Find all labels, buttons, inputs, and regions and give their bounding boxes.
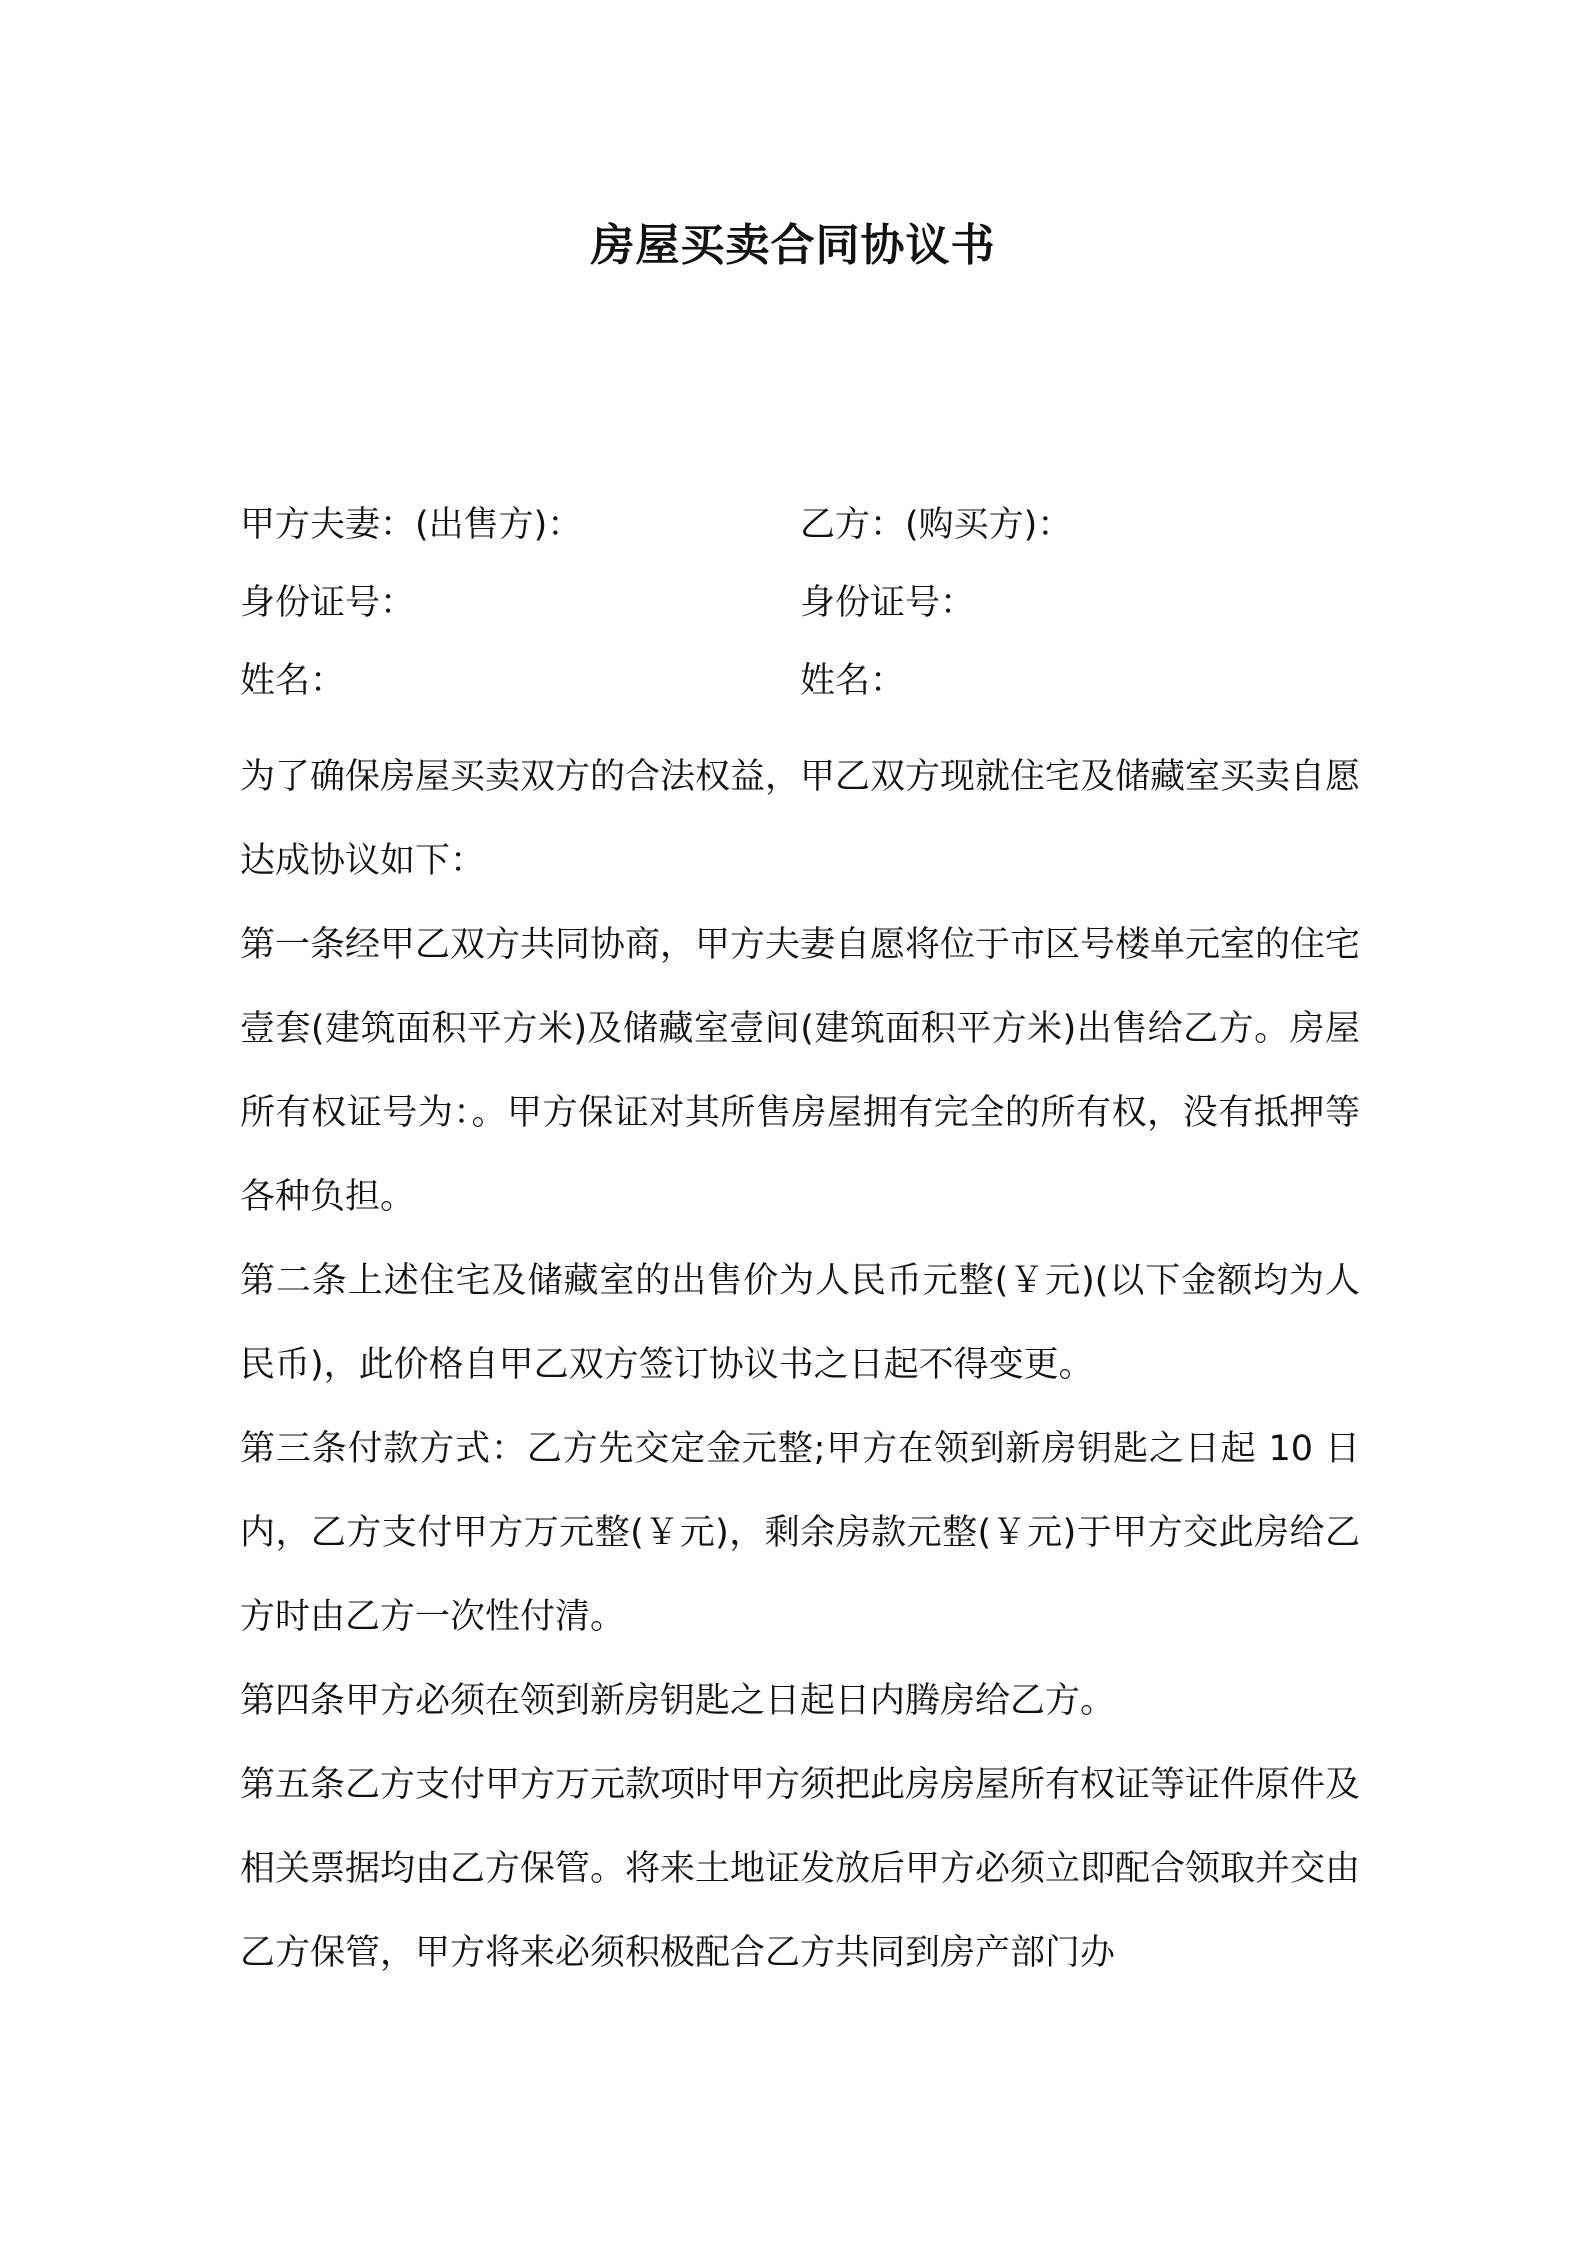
buyer-name-label: 姓名： — [800, 661, 906, 701]
party-row-name — [240, 651, 1350, 729]
paragraph-article-1: 第一条经甲乙双方共同协商，甲方夫妻自愿将位于市区号楼单元室的住宅壹套(建筑面积平方米)及储藏室壹间(建筑面积平方米)出售给乙方。房屋所有权证号为：。甲方保证对其所售房屋拥有完全的所有权，没有抵押等各种负担。 — [240, 925, 1361, 1217]
paragraph-article-2: 第二条上述住宅及储藏室的出售价为人民币元整(￥元)(以下金额均为人民币)，此价格自甲乙双方签订协议书之日起不得变更。 — [240, 1261, 1360, 1385]
buyer-id-number-label: 身份证号： — [800, 583, 976, 623]
paragraph-article-4: 第四条甲方必须在领到新房钥匙之日起日内腾房给乙方。 — [240, 1681, 1116, 1721]
buyer-label: 乙方：(购买方)： — [800, 505, 1073, 545]
seller-label: 甲方夫妻：(出售方)： — [240, 505, 583, 545]
document-title: 房屋买卖合同协议书 — [590, 220, 996, 271]
seller-id-number-label: 身份证号： — [240, 583, 416, 623]
paragraph-article-5: 第五条乙方支付甲方万元款项时甲方须把此房房屋所有权证等证件原件及相关票据均由乙方保管。将来土地证发放后甲方必须立即配合领取并交由乙方保管，甲方将来必须积极配合乙方共同到房产部门办 — [240, 1765, 1361, 1973]
parties-section — [240, 495, 1350, 729]
paragraph-article-3: 第三条付款方式：乙方先交定金元整;甲方在领到新房钥匙之日起 10 日内，乙方支付甲方万元整(￥元)，剩余房款元整(￥元)于甲方交此房给乙方时由乙方一次性付清。 — [240, 1429, 1360, 1637]
paragraph-intro: 为了确保房屋买卖双方的合法权益，甲乙双方现就住宅及储藏室买卖自愿达成协议如下： — [240, 757, 1361, 881]
contract-body — [240, 735, 1360, 1995]
party-row-role — [240, 495, 1350, 573]
party-row-id-number — [240, 573, 1350, 651]
seller-name-label: 姓名： — [240, 661, 346, 701]
